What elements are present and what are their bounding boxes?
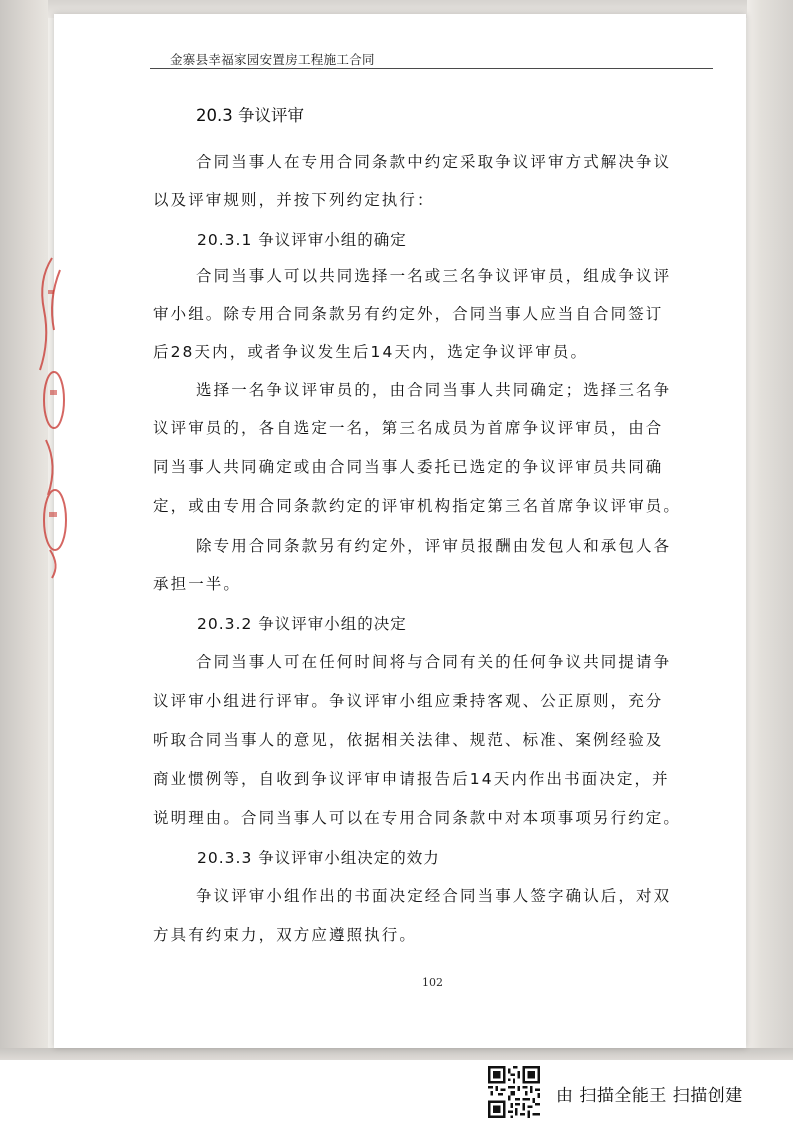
- seal-stamp-icon: [30, 250, 68, 580]
- scan-edge-right: [747, 0, 793, 1060]
- body-line: 议评审小组进行评审。争议评审小组应秉持客观、公正原则，充分: [153, 692, 664, 710]
- body-line: 除专用合同条款另有约定外，评审员报酬由发包人和承包人各: [196, 537, 672, 555]
- body-line: 听取合同当事人的意见，依据相关法律、规范、标准、案例经验及: [153, 731, 664, 749]
- body-line: 合同当事人在专用合同条款中约定采取争议评审方式解决争议: [196, 153, 672, 171]
- qr-code-icon: [488, 1066, 540, 1118]
- body-line: 审小组。除专用合同条款另有约定外，合同当事人应当自合同签订: [153, 305, 664, 323]
- body-line: 方具有约束力，双方应遵照执行。: [153, 926, 418, 944]
- body-line: 合同当事人可在任何时间将与合同有关的任何争议共同提请争: [196, 653, 672, 671]
- body-line: 定，或由专用合同条款约定的评审机构指定第三名首席争议评审员。: [153, 497, 682, 515]
- page-number: 102: [422, 976, 443, 989]
- subsection-heading: 20.3.1 争议评审小组的确定: [197, 231, 407, 249]
- body-line: 说明理由。合同当事人可以在专用合同条款中对本项事项另行约定。: [153, 809, 682, 827]
- subsection-heading: 20.3.3 争议评审小组决定的效力: [197, 849, 440, 867]
- subsection-heading: 20.3.2 争议评审小组的决定: [197, 615, 407, 633]
- header-rule: [150, 68, 713, 69]
- body-line: 商业惯例等，自收到争议评审申请报告后14天内作出书面决定，并: [153, 770, 670, 788]
- body-line: 合同当事人可以共同选择一名或三名争议评审员，组成争议评: [196, 267, 672, 285]
- body-line: 同当事人共同确定或由合同当事人委托已选定的争议评审员共同确: [153, 458, 664, 476]
- running-header: 金寨县幸福家园安置房工程施工合同: [170, 52, 375, 67]
- scanner-watermark-text: 由 扫描全能王 扫描创建: [556, 1086, 743, 1106]
- body-line: 选择一名争议评审员的，由合同当事人共同确定；选择三名争: [196, 381, 672, 399]
- body-line: 以及评审规则，并按下列约定执行：: [153, 191, 435, 209]
- body-line: 议评审员的，各自选定一名，第三名成员为首席争议评审员，由合: [153, 419, 664, 437]
- scan-edge-bottom: [0, 1048, 793, 1060]
- section-title: 20.3 争议评审: [196, 106, 304, 125]
- body-line: 争议评审小组作出的书面决定经合同当事人签字确认后，对双: [196, 887, 672, 905]
- body-line: 承担一半。: [153, 575, 242, 593]
- body-line: 后28天内，或者争议发生后14天内，选定争议评审员。: [153, 343, 589, 361]
